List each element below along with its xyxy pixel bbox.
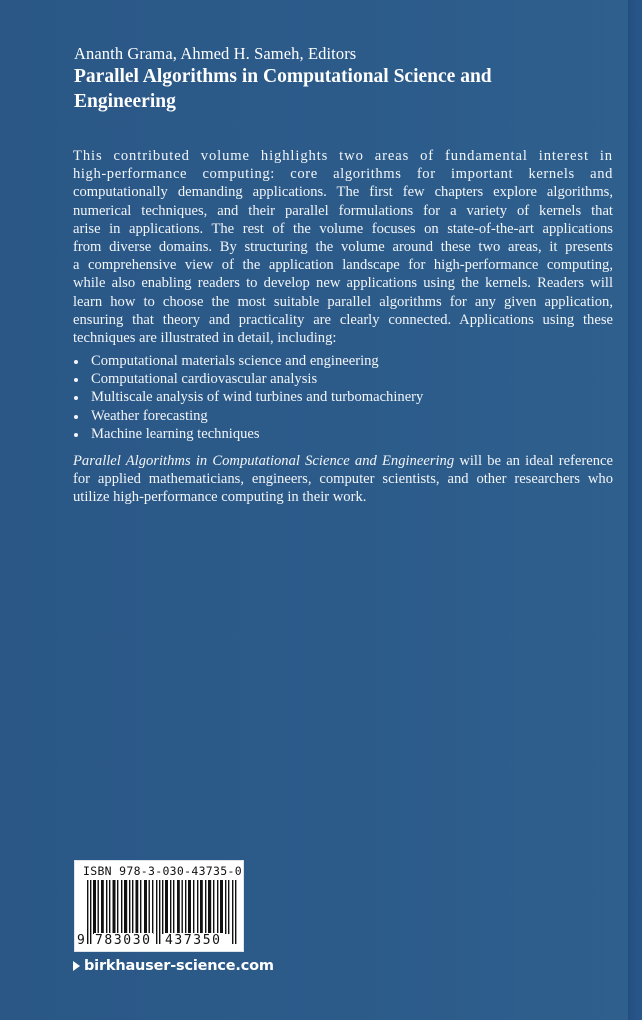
list-item: Computational materials science and engineering [73, 352, 423, 370]
spine-edge [628, 0, 642, 1020]
description-line: arise in applications. The rest of the volume focuses on state-of-the-art applications [73, 220, 613, 237]
applications-list [73, 352, 423, 443]
description-line: high-performance computing: core algorithms for important kernels and [73, 166, 613, 183]
list-item: Multiscale analysis of wind turbines and turbomachinery [73, 388, 423, 406]
closing-line: for applied mathematicians, engineers, computer scientists, and other researchers who [73, 471, 613, 488]
list-item: Computational cardiovascular analysis [73, 370, 423, 388]
book-title-line-1: Parallel Algorithms in Computational Science and [74, 66, 492, 87]
description-line: ensuring that theory and practicality are clearly connected. Applications using these [73, 311, 613, 328]
isbn-barcode-box [74, 860, 244, 952]
closing-title-italic: Parallel Algorithms in Computational Science and Engineering [73, 453, 455, 469]
barcode-digit-group-1: 783030 [95, 933, 152, 948]
description-line: from diverse domains. By structuring the volume around these two areas, it presents [73, 239, 613, 256]
barcode-digit-group-2: 437350 [165, 933, 222, 948]
closing-paragraph [73, 452, 613, 507]
bullet-icon [74, 433, 78, 437]
book-title [74, 64, 594, 114]
description-line: This contributed volume highlights two areas of fundamental interest in [73, 148, 613, 164]
editors-line: Ananth Grama, Ahmed H. Sameh, Editors [74, 44, 357, 63]
description-line: a comprehensive view of the application landscape for high-performance computing, [73, 257, 613, 274]
description-line: learn how to choose the most suitable parallel algorithms for any given application, [73, 293, 613, 310]
description-line: while also enabling readers to develop new applications using the kernels. Readers will [73, 275, 613, 292]
description-line: techniques are illustrated in detail, including: [73, 330, 337, 347]
barcode-digit-first: 9 [77, 933, 85, 948]
publisher-url: birkhauser-science.com [84, 958, 274, 974]
bullet-icon [74, 415, 78, 419]
closing-line: utilize high-performance computing in their work. [73, 489, 367, 506]
list-item: Machine learning techniques [73, 425, 423, 443]
description-paragraph [73, 147, 613, 347]
bullet-icon [74, 360, 78, 364]
isbn-label: ISBN 978-3-030-43735-0 [83, 864, 242, 878]
bullet-icon [74, 396, 78, 400]
list-item: Weather forecasting [73, 407, 423, 425]
publisher-link[interactable] [73, 958, 274, 974]
book-title-line-2: Engineering [74, 91, 176, 112]
bullet-icon [74, 378, 78, 382]
description-line: numerical techniques, and their parallel formulations for a variety of kernels that [73, 202, 613, 219]
play-arrow-icon [73, 961, 80, 971]
closing-line: Parallel Algorithms in Computational Science and Engineering will be an ideal reference [73, 453, 613, 469]
description-line: computationally demanding applications. The first few chapters explore algorithms, [73, 184, 613, 201]
